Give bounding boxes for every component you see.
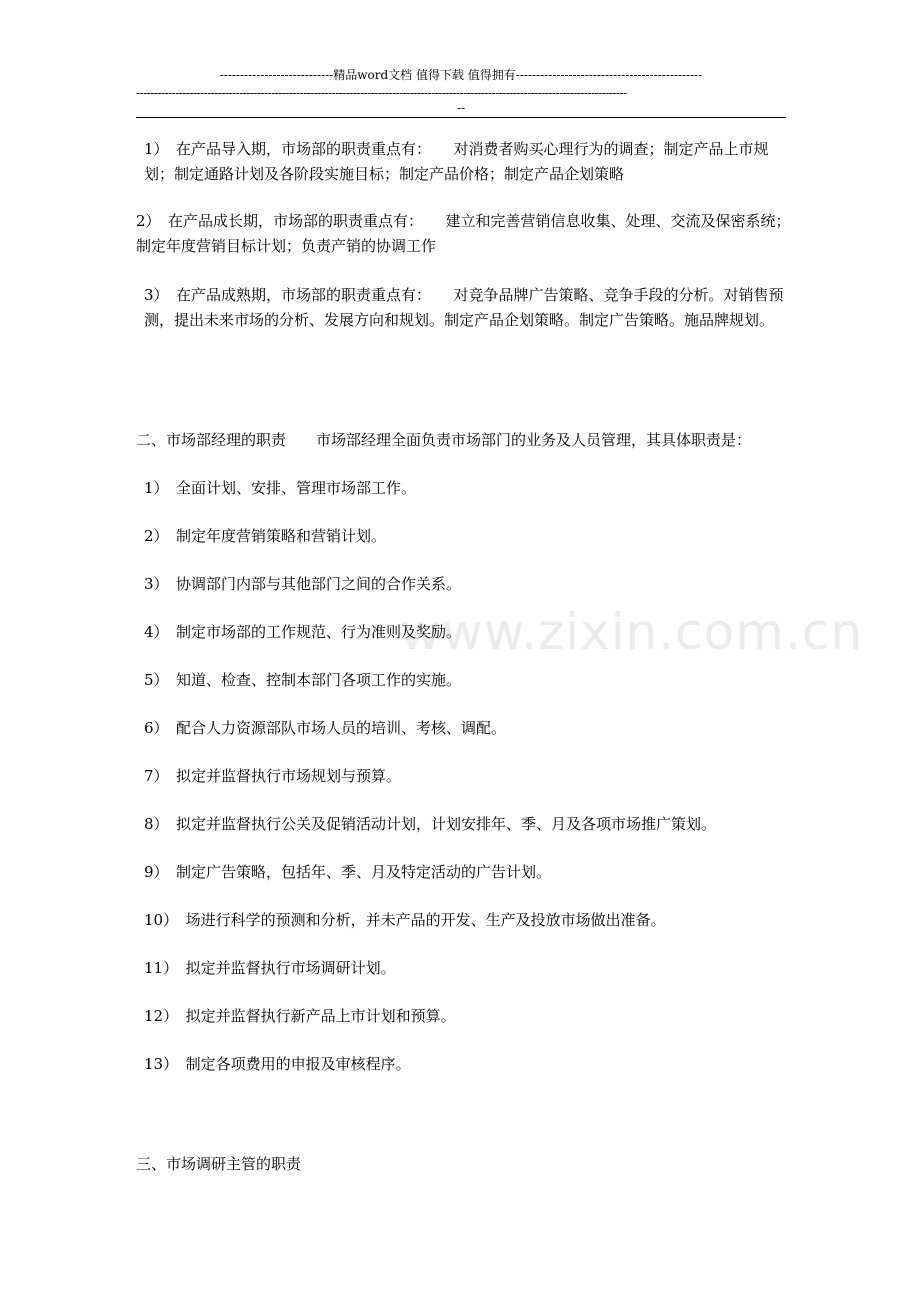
list-item: 4） 制定市场部的工作规范、行为准则及奖励。 xyxy=(144,623,462,641)
paragraph-growth-stage: 2） 在产品成长期，市场部的职责重点有： 建立和完善营销信息收集、处理、交流及保密系统；制定年度营销目标计划；负责产销的协调工作 xyxy=(136,212,791,255)
list-item: 7） 拟定并监督执行市场规划与预算。 xyxy=(144,767,402,785)
list-item: 2） 制定年度营销策略和营销计划。 xyxy=(144,527,387,545)
list-item: 13） 制定各项费用的申报及审核程序。 xyxy=(144,1055,411,1073)
section-heading-manager: 二、市场部经理的职责 市场部经理全面负责市场部门的业务及人员管理，其具体职责是： xyxy=(136,431,752,449)
header-dash-tail: -- xyxy=(456,101,466,115)
list-item: 8） 拟定并监督执行公关及促销活动计划，计划安排年、季、月及各项市场推广策划。 xyxy=(144,815,717,833)
list-item: 9） 制定广告策略，包括年、季、月及特定活动的广告计划。 xyxy=(144,863,552,881)
watermark: www.zixin.com.cn xyxy=(400,603,864,661)
paragraph-mature-stage: 3） 在产品成熟期，市场部的职责重点有： 对竞争品牌广告策略、竞争手段的分析。对销售预测，提出未来市场的分析、发展方向和规划。制定产品企划策略。制定广告策略。施品牌规划。 xyxy=(144,286,784,329)
list-item: 6） 配合人力资源部队市场人员的培训、考核、调配。 xyxy=(144,719,507,737)
header-banner: ----------------------------精品word文档 值得下载 值得拥有---------------------------------------------- xyxy=(219,68,703,82)
list-item: 11） 拟定并监督执行市场调研计划。 xyxy=(144,959,396,977)
list-item: 5） 知道、检查、控制本部门各项工作的实施。 xyxy=(144,671,462,689)
header-rule xyxy=(136,117,786,118)
header-dash-line: ------------------------------------------------------------------------------------------------------------------------------------------ xyxy=(136,86,627,100)
list-item: 3） 协调部门内部与其他部门之间的合作关系。 xyxy=(144,575,462,593)
list-item: 12） 拟定并监督执行新产品上市计划和预算。 xyxy=(144,1007,456,1025)
list-item: 10） 场进行科学的预测和分析，并未产品的开发、生产及投放市场做出准备。 xyxy=(144,911,666,929)
list-item: 1） 全面计划、安排、管理市场部工作。 xyxy=(144,479,417,497)
paragraph-intro-stage: 1） 在产品导入期，市场部的职责重点有： 对消费者购买心理行为的调查；制定产品上市规划；制定通路计划及各阶段实施目标；制定产品价格；制定产品企划策略 xyxy=(144,140,769,183)
section-heading-research: 三、市场调研主管的职责 xyxy=(136,1155,302,1173)
